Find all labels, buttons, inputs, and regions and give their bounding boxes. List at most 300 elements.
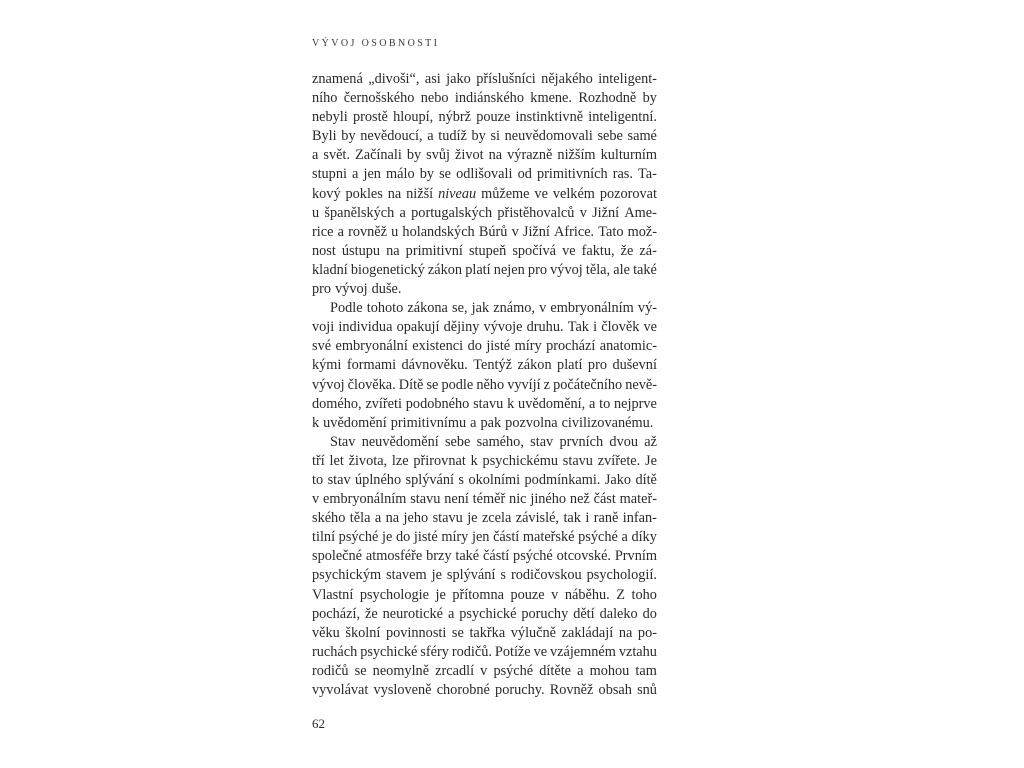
word: příslušníci [476,71,536,87]
word: na [488,147,503,164]
word: člověk [601,319,640,336]
word: rovněž [348,223,387,240]
word: částí [493,529,520,546]
word: přítomna [452,586,504,603]
word: Potíže [494,643,531,660]
word: voji [312,319,335,336]
word: vysloveně [373,682,432,698]
word: neuvědomění [361,433,439,450]
word: pouze [476,109,511,126]
word: a [399,204,406,221]
word: až [644,433,657,450]
word: Z [616,586,625,603]
text-line [312,624,657,643]
word: vývoje [483,319,523,336]
word: by [419,166,434,183]
word: spočívá [512,242,557,259]
text-line [312,433,657,452]
word: neurotické [382,605,443,622]
word: dávnověku. [401,357,468,374]
text-line [312,586,657,605]
word: vývoj [312,376,345,393]
word: biogenetický [350,261,425,278]
word: se [354,662,367,679]
word: ského [312,510,346,527]
text-line [312,376,657,395]
word: pouze [510,586,545,603]
word: platí [465,261,491,278]
word: chorobné [436,682,490,698]
text-line [312,471,657,490]
text-line [312,108,657,127]
word: stupeň [468,242,507,259]
text-line [312,280,657,299]
word: sebe [597,128,623,145]
word: jisté [413,529,438,546]
text-line [312,299,657,318]
word: do [642,605,657,622]
word: kový [312,185,341,202]
word: poruchy. [495,682,545,698]
word: v [579,204,587,221]
word: brzy [426,548,452,565]
word: z [543,376,550,393]
word: rice [312,223,334,240]
word: také [455,548,480,565]
word: uvědomění, [518,395,586,412]
word: zákon [517,357,552,374]
word: jen [471,529,490,546]
word: Dítě [398,376,424,393]
word: stavu [432,510,463,527]
word: stavu [562,452,593,469]
word: i [593,319,598,336]
word: stavu [410,491,441,508]
word: pozvolna [505,414,558,431]
word: se [439,166,451,183]
word: k [507,395,515,412]
word: platí [557,357,583,374]
text-line [312,127,657,146]
word: dítě [635,471,657,488]
word: mohou [589,662,630,679]
word: zákona [407,300,448,317]
word: dějiny [443,319,480,336]
word: dítěte [539,662,572,679]
word: a [621,529,628,546]
word: splývání [405,471,454,488]
text-line [312,566,657,585]
word: své [312,338,332,355]
word: není [444,491,469,508]
word: sebe [444,433,471,450]
word: embryonální [335,338,408,355]
word: samé [627,128,657,145]
word: se, [452,300,468,317]
word: daleko [599,605,638,622]
word: psýché [493,662,534,679]
word: vý- [637,300,657,317]
text-line [312,452,657,471]
word: tudíž [438,128,467,145]
word: portugalských [411,204,493,221]
word: psychologie [359,586,429,603]
word: člověka. [347,376,396,393]
text-line [312,509,657,528]
word: by [406,147,422,164]
word: Je [645,452,657,469]
word: neuvědomovali [504,128,593,145]
word: jako [446,71,471,87]
word: psychické [360,643,418,660]
word: částí [483,548,510,565]
word: faktu, [581,242,615,259]
word: je [431,567,442,584]
word: úplného [355,471,402,488]
word: španělských [324,204,395,221]
word: primitivní [405,242,463,259]
word: znamená [312,71,363,87]
word: nebyli [312,109,348,126]
word: téměř [472,491,506,508]
text-line [312,605,657,624]
word: školní [345,624,381,641]
word: život [455,147,484,164]
word: díky [631,529,657,546]
word: velkém [552,185,595,202]
word: okolními [468,471,521,488]
word: společné [312,548,363,565]
text-line [312,395,657,414]
word: i [585,510,590,527]
word: a [588,395,596,412]
word: náběhu. [564,586,610,603]
word: než [569,491,590,508]
word: stav [327,471,351,488]
word: přirovnat [413,452,466,469]
word: ve [643,319,657,336]
word: Ta- [638,166,657,183]
text-line [312,223,657,242]
word: pak [480,414,502,431]
word: rodičovskou [510,567,582,584]
word: psychickému [482,452,558,469]
word: také [633,261,657,278]
word: Rozhodně [578,90,637,107]
word: Africe. [554,223,595,240]
word: atmosféře [365,548,423,565]
word: je [435,586,446,603]
text-line [312,662,657,681]
word: můžeme [481,185,530,202]
word: psýché [513,548,553,565]
text-line [312,547,657,566]
word: existenci [412,338,464,355]
word: nejprve [614,395,657,412]
word: inteligentní. [588,109,657,126]
word: v [312,491,320,508]
word: Jižní [592,204,620,221]
word: těla, [585,261,611,278]
word: vyvolávat [312,682,369,698]
body-text [312,70,657,700]
word: by [642,90,657,107]
word: v [480,662,488,679]
word: je [467,510,478,527]
word: povinnosti [385,624,447,641]
word: dětí [573,605,595,622]
word: obsah [598,682,632,698]
word: inteligent- [598,71,657,87]
text-line [312,490,657,509]
word: Jižní [522,223,550,240]
word: Začínali [355,147,402,164]
word: života, [348,452,388,469]
word: a [337,223,344,240]
text-line [312,643,657,662]
word: s [500,567,506,584]
word: a [447,605,455,622]
word: sféry [420,643,449,660]
word: prochází [546,338,596,355]
word: vzájemném [550,643,616,660]
word: kými [312,357,342,374]
word: splývání [446,567,496,584]
word: by [341,128,356,145]
word: u [312,204,320,221]
text-line [312,681,657,700]
word: civilizovanému. [561,414,654,431]
word: jen [363,166,381,183]
word: nevědoucí, [360,128,423,145]
word: prostě [352,109,388,126]
word: mateř- [619,491,657,508]
word: Tato [598,223,624,240]
word: na [618,624,633,641]
word: závislé, [515,510,560,527]
word: rodičů [312,662,349,679]
word: samého, [476,433,524,450]
word: stavem [386,567,427,584]
word: Tentýž [473,357,512,374]
word: nejen [493,261,525,278]
word: Rovněž [549,682,594,698]
word: Prvním [614,548,657,565]
word: zcela [481,510,512,527]
word: asi [424,71,441,87]
word: si [490,128,500,145]
word: prvních [559,433,604,450]
word: ale [613,261,630,278]
word: pochází, [312,605,361,622]
word: psychické [459,605,517,622]
word: kmene. [530,90,572,107]
word: vyvíjí [507,376,541,393]
word: na [387,185,402,202]
word: svůj [426,147,451,164]
word: málo [386,166,415,183]
word: a [470,414,477,431]
word: v [551,586,559,603]
word: jiného [530,491,567,508]
word: Ame- [624,204,657,221]
word: ve [534,185,548,202]
word: se [426,376,439,393]
word: psychologií. [586,567,657,584]
text-line [312,414,657,433]
word: pozorovat [599,185,657,202]
text-line [312,70,657,89]
word: kladní [312,261,348,278]
word: holandských [402,223,475,240]
word: Vlastní [312,586,354,603]
word: rodičů. [451,643,492,660]
word: vztahu [618,643,657,660]
word: formami [346,357,397,374]
word: let [329,452,344,469]
word: „divoši“, [368,71,420,87]
word: a [352,166,359,183]
word: se [451,624,464,641]
word: poruchy [521,605,569,622]
word: nižším [557,147,596,164]
word: Tak [567,319,589,336]
word: a [312,147,319,164]
word: něho [476,376,505,393]
word: ras. [612,166,633,183]
word: domého, [312,395,362,412]
word: uvědomění [323,414,387,431]
word: zákon [427,261,463,278]
word: embryonálním [550,300,634,317]
word: výrazně [507,147,553,164]
word: indiánského [454,90,524,107]
word: pro [587,357,607,374]
text-line [312,337,657,356]
word: na [385,510,400,527]
word: takřka [469,624,506,641]
word: Jako [604,471,632,488]
word: odlišovali [456,166,513,183]
word: podle [441,376,474,393]
text-line [312,89,657,108]
word: to [599,395,611,412]
word: věku [312,624,340,641]
word: pro [527,261,547,278]
word: embryonálním [322,491,407,508]
word: k [312,414,320,431]
word: opakují [396,319,440,336]
word: nebo [420,90,449,107]
word: na [386,242,400,259]
word: s [458,471,464,488]
text-line [312,146,657,165]
word: do [467,338,482,355]
word: je [382,529,393,546]
word: niveau [438,185,477,202]
page-number: 62 [312,716,325,731]
word: mateřské [522,529,575,546]
word: počátečního [553,376,623,393]
word: podmínkami. [524,471,601,488]
word: raně [593,510,619,527]
word: zrcadlí [435,662,475,679]
word: Byli [312,128,337,145]
word: černošského [343,90,415,107]
word: stupni [312,166,347,183]
word: ve [562,242,576,259]
word: by [471,128,486,145]
word: Búrů [478,223,508,240]
word: lze [391,452,409,469]
word: nevě- [625,376,657,393]
word: kulturním [600,147,657,164]
running-head: VÝVOJ OSOBNOSTI [312,38,440,49]
word: nýbrž [438,109,471,126]
text-line [312,185,657,204]
word: a [427,128,434,145]
word: v [539,300,547,317]
word: pro [312,281,332,298]
word: stav [530,433,554,450]
word: nic [509,491,527,508]
word: anatomic- [599,338,657,355]
text-line [312,165,657,184]
word: těla [349,510,371,527]
text-line [312,242,657,261]
word: tak [563,510,581,527]
text-line [312,356,657,375]
text-line [312,318,657,337]
word: hloupí, [393,109,434,126]
word: vývoj [550,261,583,278]
word: psychickým [312,567,382,584]
word: zvířeti [365,395,402,412]
word: dvou [609,433,639,450]
word: zakládají [561,624,614,641]
word: míry [441,529,469,546]
word: psýché [578,529,618,546]
word: druhu. [526,319,564,336]
word: část [593,491,616,508]
word: toho [631,586,657,603]
word: neomylně [372,662,430,679]
word: jak [471,300,490,317]
word: zá- [639,242,657,259]
word: do [395,529,411,546]
word: stavu [473,395,504,412]
word: že [620,242,634,259]
word: mož- [627,223,657,240]
word: a [577,662,584,679]
word: jeho [403,510,429,527]
word: nějakého [541,71,593,87]
word: jisté [486,338,511,355]
word: nost [312,242,336,259]
word: individua [338,319,393,336]
word: duševní [612,357,657,374]
word: tří [312,452,325,469]
word: u [391,223,399,240]
word: od [517,166,532,183]
word: ústupu [341,242,381,259]
word: a [374,510,382,527]
word: vývoj [335,281,368,298]
word: primitivních [536,166,608,183]
word: to [312,471,324,488]
word: podobného [405,395,470,412]
word: známo, [493,300,535,317]
